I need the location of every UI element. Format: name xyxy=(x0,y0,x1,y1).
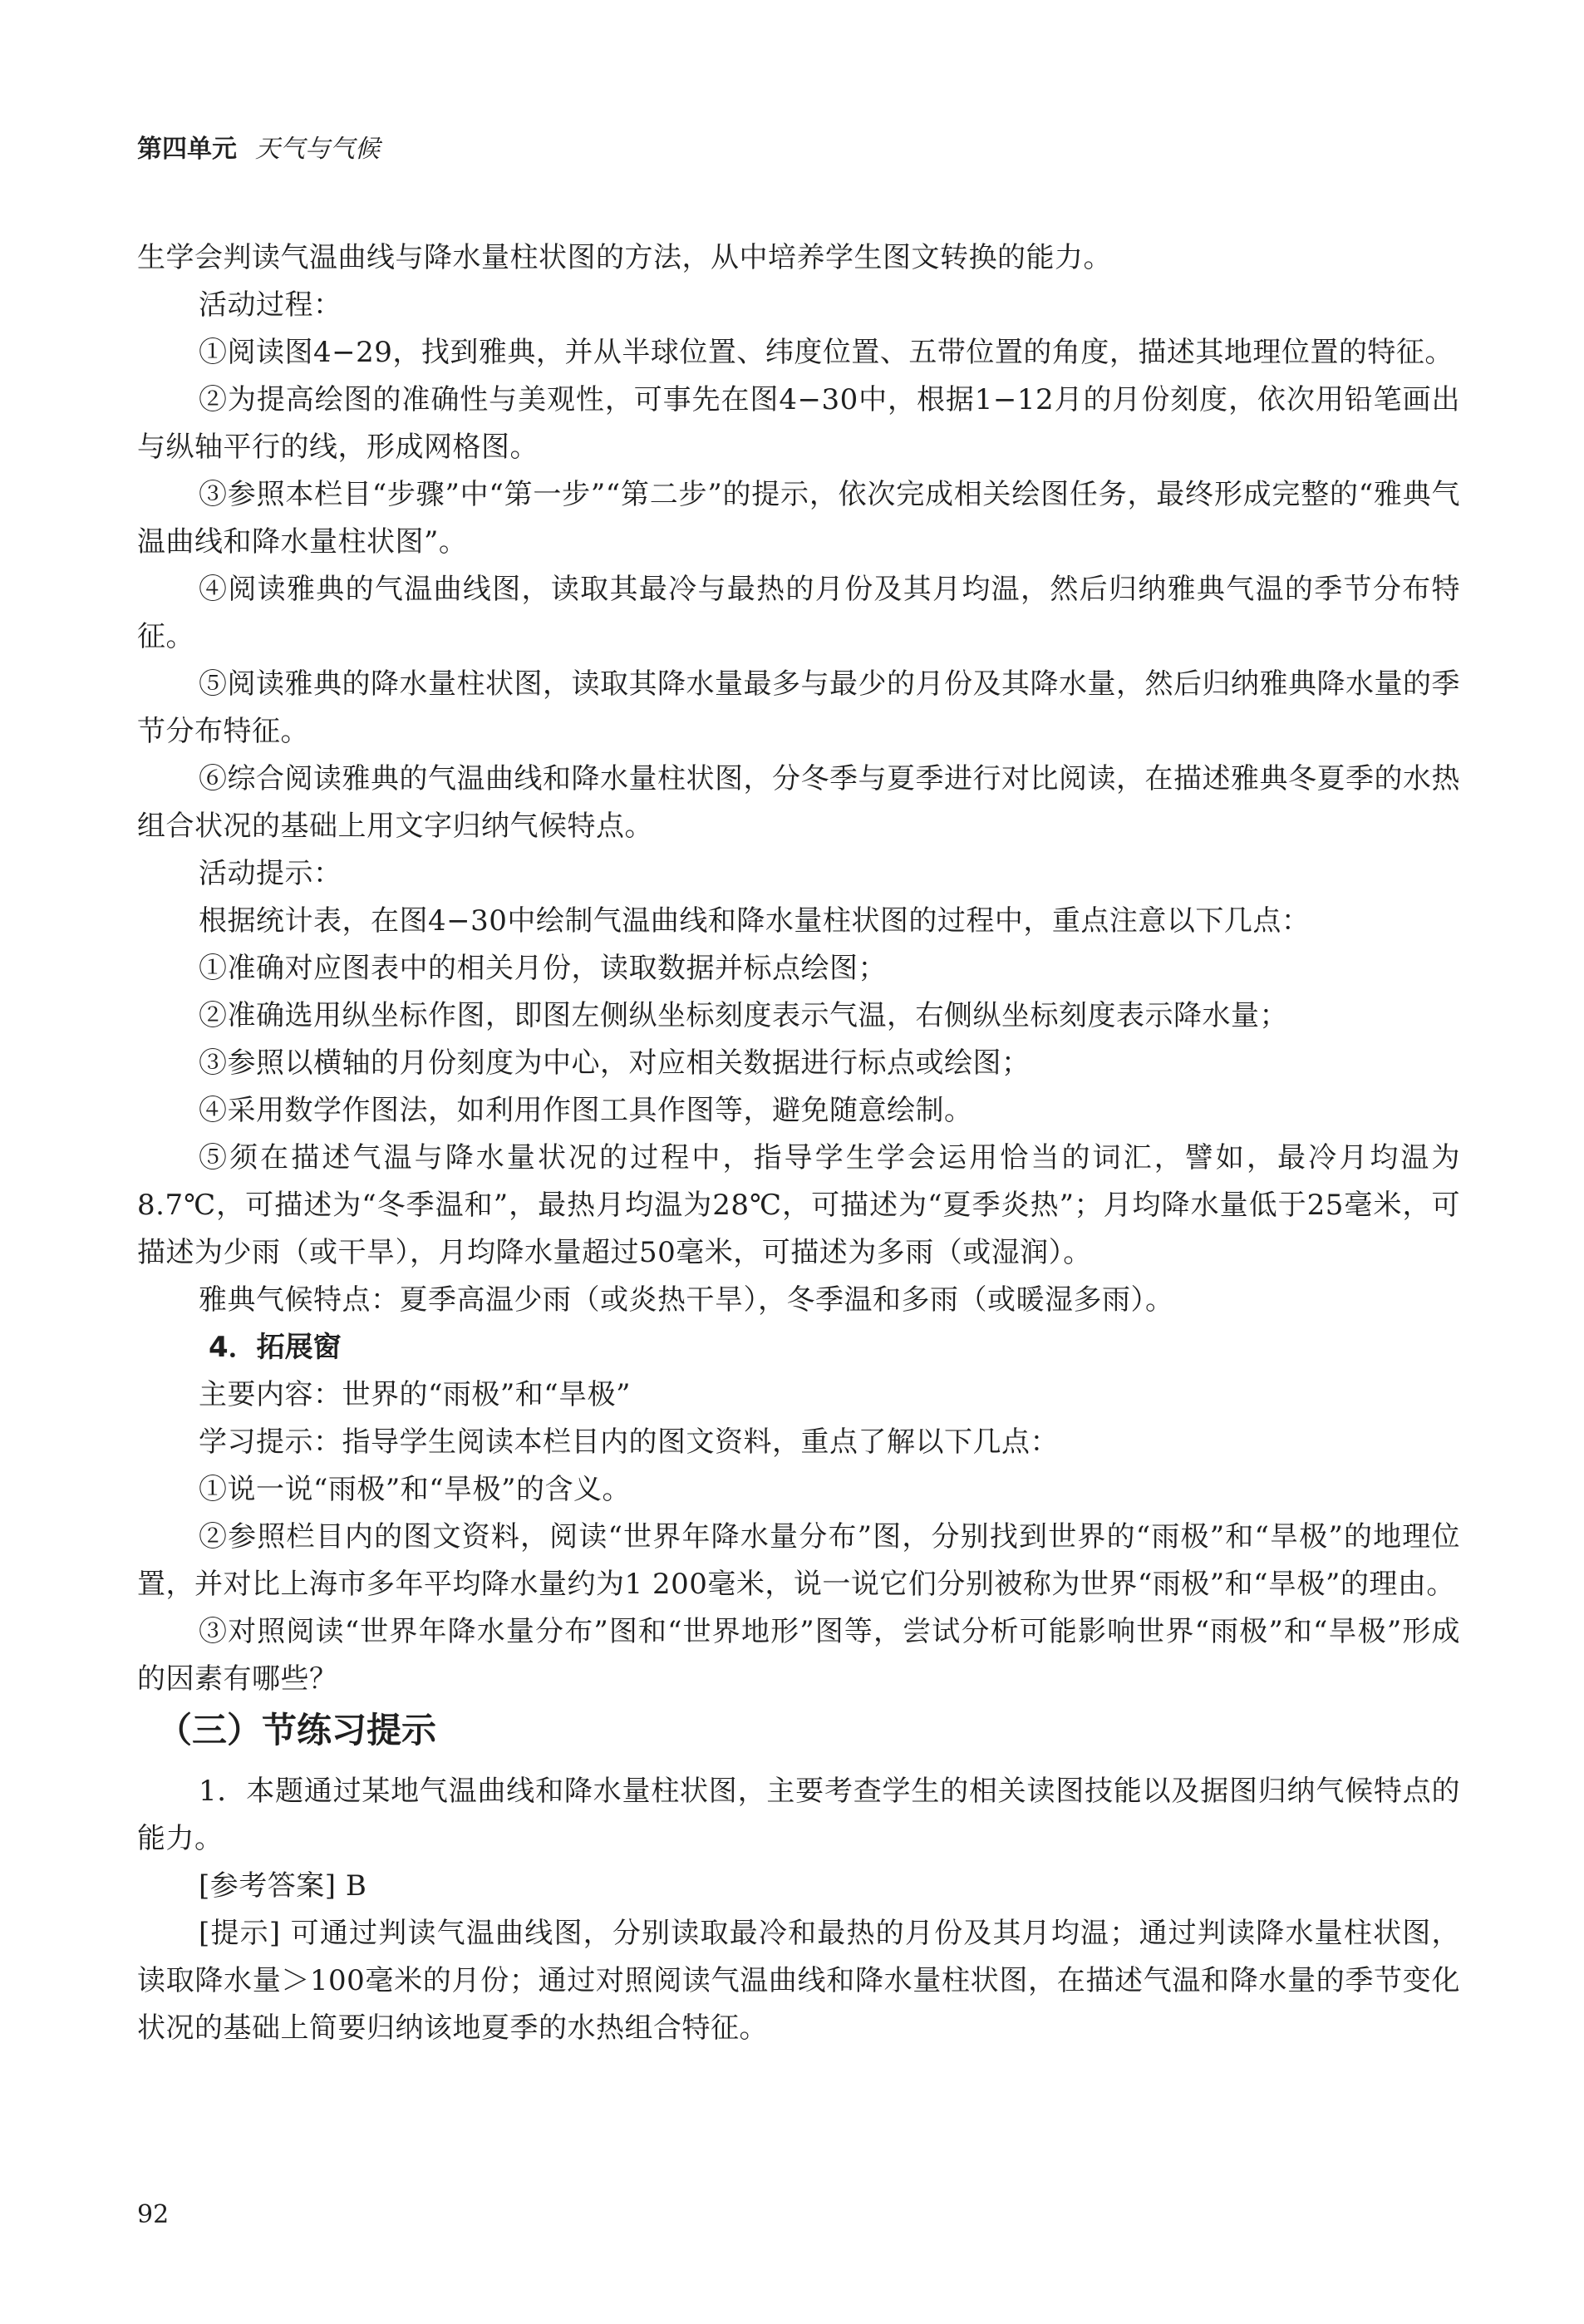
paragraph: ④采用数学作图法，如利用作图工具作图等，避免随意绘制。 xyxy=(199,1094,973,1127)
paragraph: ⑤须在描述气温与降水量状况的过程中，指导学生学会运用恰当的词汇，譬如，最冷月均温为8.7℃，可描述为“冬季温和”，最热月均温为28℃，可描述为“夏季炎热”；月均降水量低于25毫米，可描述为少雨（或干旱），月均降水量超过50毫米，可描述为多雨（或湿润）。 xyxy=(137,1141,1460,1269)
paragraph: ②参照栏目内的图文资料，阅读“世界年降水量分布”图，分别找到世界的“雨极”和“旱极”的地理位置，并对比上海市多年平均降水量约为1 200毫米，说一说它们分别被称为世界“雨极”和“旱极”的理由。 xyxy=(137,1520,1460,1601)
paragraph: ①阅读图4−29，找到雅典，并从半球位置、纬度位置、五带位置的角度，描述其地理位置的特征。 xyxy=(199,336,1454,369)
paragraph: ②准确选用纵坐标作图，即图左侧纵坐标刻度表示气温，右侧纵坐标刻度表示降水量； xyxy=(199,999,1288,1032)
paragraph: 根据统计表，在图4−30中绘制气温曲线和降水量柱状图的过程中，重点注意以下几点： xyxy=(199,904,1311,938)
paragraph: ①准确对应图表中的相关月份，读取数据并标点绘图； xyxy=(199,952,887,985)
paragraph: ④阅读雅典的气温曲线图，读取其最冷与最热的月份及其月均温，然后归纳雅典气温的季节分布特征。 xyxy=(137,573,1460,653)
paragraph: ③对照阅读“世界年降水量分布”图和“世界地形”图等，尝试分析可能影响世界“雨极”和“旱极”形成的因素有哪些？ xyxy=(137,1615,1460,1696)
paragraph: 主要内容：世界的“雨极”和“旱极” xyxy=(199,1378,632,1411)
paragraph: ③参照以横轴的月份刻度为中心，对应相关数据进行标点或绘图； xyxy=(199,1046,1031,1080)
paragraph: 1．本题通过某地气温曲线和降水量柱状图，主要考查学生的相关读图技能以及据图归纳气候特点的能力。 xyxy=(137,1775,1460,1855)
climate-summary: 雅典气候特点：夏季高温少雨（或炎热干旱），冬季温和多雨（或暖湿多雨）。 xyxy=(199,1283,1174,1317)
paragraph: 学习提示：指导学生阅读本栏目内的图文资料，重点了解以下几点： xyxy=(199,1425,1059,1459)
paragraph: ⑥综合阅读雅典的气温曲线和降水量柱状图，分冬季与夏季进行对比阅读，在描述雅典冬夏季的水热组合状况的基础上用文字归纳气候特点。 xyxy=(137,762,1460,843)
page-number: 92 xyxy=(137,2200,170,2229)
answer-hint: [提示] 可通过判读气温曲线图，分别读取最冷和最热的月份及其月均温；通过判读降水量柱状图，读取降水量＞100毫米的月份；通过对照阅读气温曲线和降水量柱状图，在描述气温和降水量的季节变化状况的基础上简要归纳该地夏季的水热组合特征。 xyxy=(137,1917,1460,2045)
paragraph: ⑤阅读雅典的降水量柱状图，读取其降水量最多与最少的月份及其降水量，然后归纳雅典降水量的季节分布特征。 xyxy=(137,667,1460,748)
unit-label: 第四单元 xyxy=(137,135,237,164)
paragraph: 生学会判读气温曲线与降水量柱状图的方法，从中培养学生图文转换的能力。 xyxy=(137,241,1112,274)
reference-answer: [参考答案] B xyxy=(199,1869,367,1903)
extension-heading: 4．拓展窗 xyxy=(209,1331,342,1364)
running-header xyxy=(137,133,380,166)
unit-topic: 天气与气候 xyxy=(255,135,380,164)
paragraph: ②为提高绘图的准确性与美观性，可事先在图4−30中，根据1−12月的月份刻度，依次用铅笔画出与纵轴平行的线，形成网格图。 xyxy=(137,383,1460,464)
paragraph: ①说一说“雨极”和“旱极”的含义。 xyxy=(199,1473,632,1506)
activity-hints-label: 活动提示： xyxy=(199,857,342,890)
paragraph: ③参照本栏目“步骤”中“第一步”“第二步”的提示，依次完成相关绘图任务，最终形成完整的“雅典气温曲线和降水量柱状图”。 xyxy=(137,478,1460,559)
activity-process-label: 活动过程： xyxy=(199,288,342,322)
exercise-section-heading: （三）节练习提示 xyxy=(157,1710,437,1750)
body-text xyxy=(137,234,1460,2052)
